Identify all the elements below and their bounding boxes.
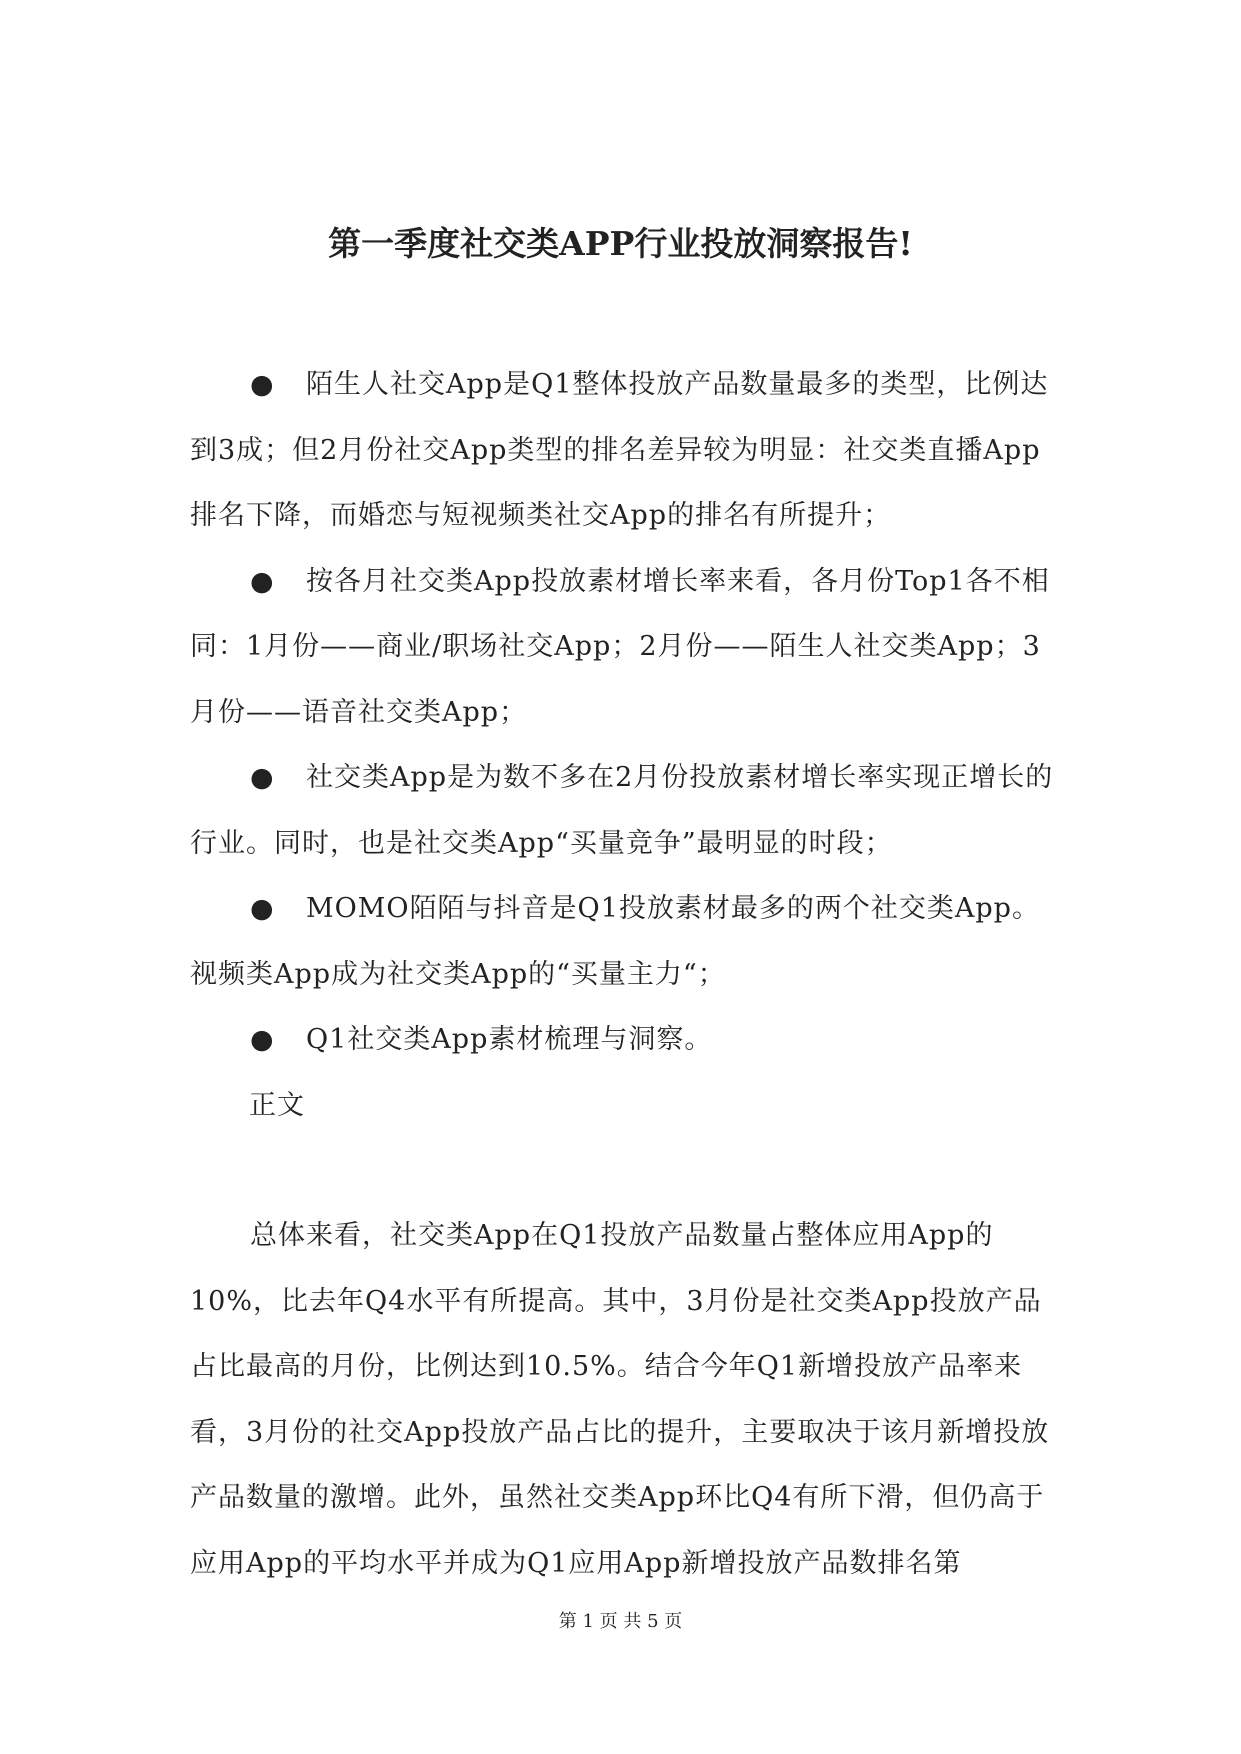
bullet-dot-icon: ● — [250, 893, 275, 924]
bullet-item — [190, 1007, 1058, 1073]
bullet-dot-icon: ● — [250, 565, 275, 597]
bullet-text: Q1社交类App素材梳理与洞察。 — [306, 1024, 713, 1055]
bullet-item — [190, 876, 1058, 1007]
bullet-item — [190, 549, 1058, 746]
bullet-dot-icon: ● — [250, 1024, 275, 1055]
bullet-text: MOMO陌陌与抖音是Q1投放素材最多的两个社交类App。视频类App成为社交类App的“买量主力“； — [190, 893, 1040, 990]
document-title: 第一季度社交类APP行业投放洞察报告! — [328, 224, 913, 263]
page-number: 第 1 页 共 5 页 — [558, 1611, 683, 1632]
bullet-text: 陌生人社交App是Q1整体投放产品数量最多的类型，比例达到3成；但2月份社交App类型的排名差异较为明显：社交类直播App排名下降，而婚恋与短视频类社交App的排名有所提升； — [190, 369, 1049, 531]
section-spacer — [190, 1138, 1058, 1203]
bullet-item — [190, 352, 1058, 549]
section-label: 正文 — [249, 1089, 305, 1121]
bullet-text: 按各月社交类App投放素材增长率来看，各月份Top1各不相同：1月份——商业/职场社交App；2月份——陌生人社交类App；3月份——语音社交类App； — [190, 565, 1050, 728]
bullet-item — [190, 745, 1058, 876]
body-paragraph: 总体来看，社交类App在Q1投放产品数量占整体应用App的10%，比去年Q4水平有所提高。其中，3月份是社交类App投放产品占比最高的月份，比例达到10.5%。结合今年Q1新增投放产品率来看，3月份的社交App投放产品占比的提升，主要取决于该月新增投放产品数量的激增。此外，虽然社交类App环比Q4有所下滑，但仍高于应用App的平均水平并成为Q1应用App新增投放产品数排名第 — [190, 1220, 1050, 1579]
document-content — [190, 352, 1058, 1596]
bullet-dot-icon: ● — [250, 369, 275, 400]
bullet-text: 社交类App是为数不多在2月份投放素材增长率实现正增长的行业。同时，也是社交类App“买量竞争”最明显的时段； — [190, 762, 1054, 859]
bullet-dot-icon: ● — [250, 762, 275, 793]
